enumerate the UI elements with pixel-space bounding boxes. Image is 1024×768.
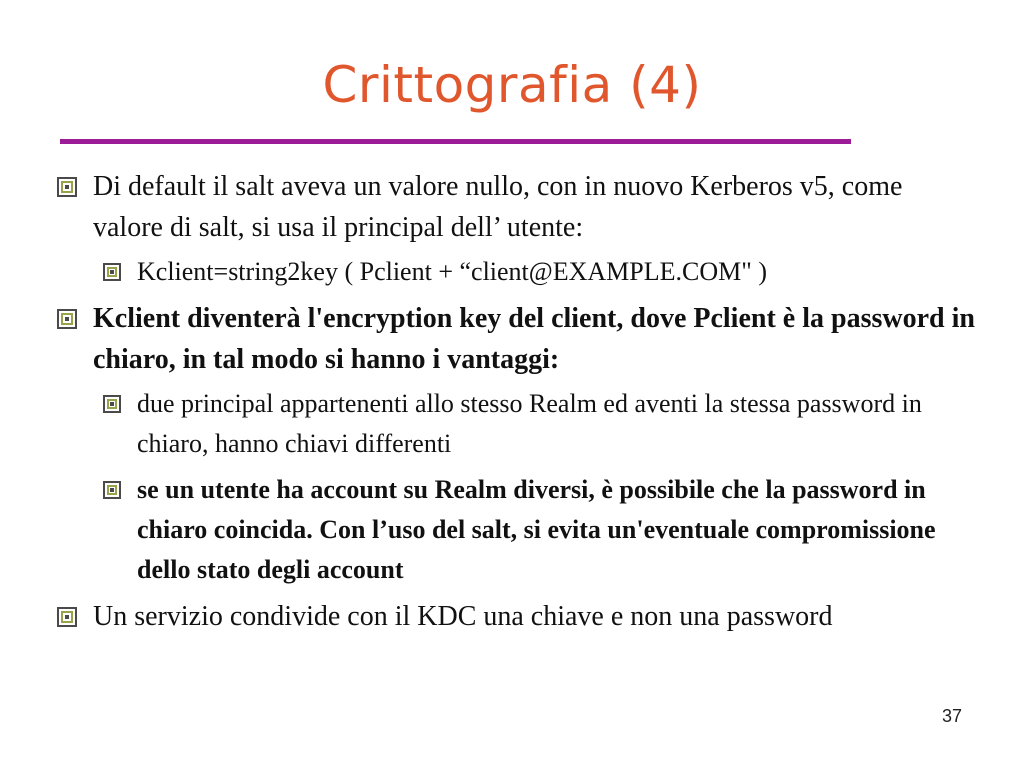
- page-number: 37: [941, 706, 962, 726]
- title-divider: [60, 139, 851, 144]
- sub-bullet-item: [101, 252, 975, 292]
- bullet-item: [55, 298, 975, 380]
- square-bullet-icon: [57, 177, 77, 197]
- square-bullet-icon: [103, 481, 121, 499]
- bullet-text: Kclient diventerà l'encryption key del client, dove Pclient è la password in chiaro, in tal modo si hanno i vantaggi:: [93, 303, 975, 375]
- slide-title: Crittografia (4): [322, 56, 702, 114]
- sub-bullet-item: [101, 470, 975, 590]
- bullet-item: [55, 596, 975, 637]
- square-bullet-icon: [103, 395, 121, 413]
- square-bullet-icon: [57, 607, 77, 627]
- sub-bullet-item: [101, 384, 975, 464]
- bullet-text: se un utente ha account su Realm diversi, è possibile che la password in chiaro coincida. Con l’uso del salt, si evita un'eventuale compromissione dello stato degli account: [137, 475, 936, 584]
- bullet-text: due principal appartenenti allo stesso Realm ed aventi la stessa password in chiaro, hanno chiavi differenti: [137, 389, 922, 458]
- bullet-text: Kclient=string2key ( Pclient + “client@EXAMPLE.COM" ): [137, 257, 768, 286]
- bullet-text: Di default il salt aveva un valore nullo, con in nuovo Kerberos v5, come valore di salt, si usa il principal dell’ utente:: [93, 171, 903, 243]
- bullet-text: Un servizio condivide con il KDC una chiave e non una password: [93, 601, 833, 632]
- square-bullet-icon: [57, 309, 77, 329]
- bullet-item: [55, 166, 975, 248]
- slide-body: [55, 166, 975, 641]
- square-bullet-icon: [103, 263, 121, 281]
